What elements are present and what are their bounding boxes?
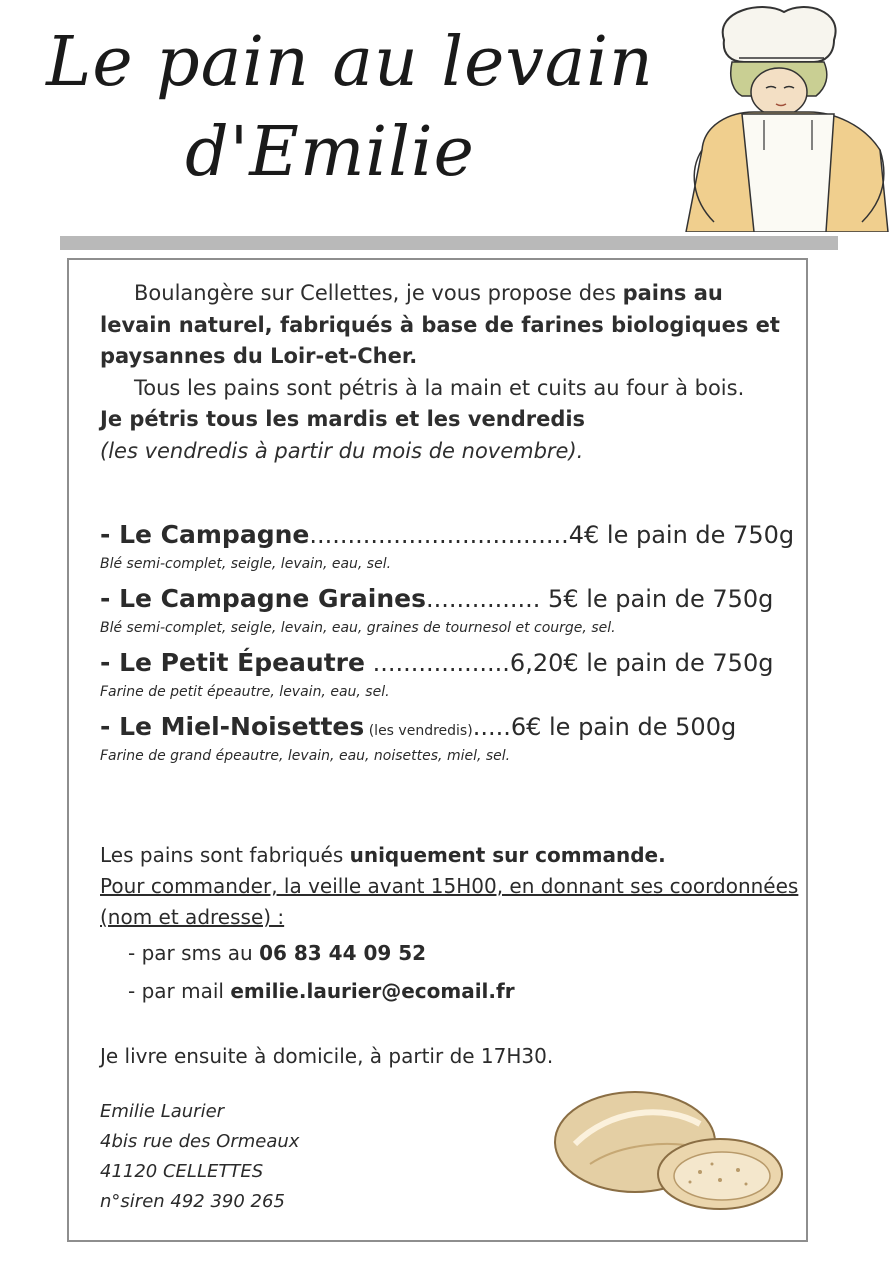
- contact-sms: [100, 933, 800, 973]
- title-line-1: Le pain au levain: [46, 23, 654, 102]
- intro-note: (les vendredis à partir du mois de novembre).: [100, 438, 584, 463]
- order-info: [100, 840, 800, 1011]
- product-price: 6€ le pain de 500g: [510, 713, 737, 741]
- title-line-2: d'Emilie: [185, 113, 475, 192]
- product-ingredients: Farine de petit épeautre, levain, eau, sel.: [100, 684, 390, 700]
- header-divider: [60, 236, 838, 250]
- intro-wood-oven: Tous les pains sont pétris à la main et cuits au four à bois.: [134, 375, 745, 400]
- intro-text: [100, 278, 800, 467]
- intro-paragraph: [100, 278, 800, 373]
- bread-illustration: [550, 1084, 790, 1214]
- delivery-info: Je livre ensuite à domicile, à partir de 17H30.: [100, 1044, 554, 1068]
- product-name: - Le Petit Épeautre: [100, 648, 365, 677]
- product-name: - Le Miel-Noisettes: [100, 712, 365, 741]
- address-name: Emilie Laurier: [100, 1101, 225, 1122]
- product-ingredients: Farine de grand épeautre, levain, eau, noisettes, miel, sel.: [100, 748, 511, 764]
- sms-label: - par sms au: [128, 941, 260, 965]
- address-siren: n°siren 492 390 265: [100, 1191, 285, 1212]
- intro-start: Boulangère sur Cellettes, je vous propose des: [134, 281, 623, 305]
- product-dots: ..................................: [309, 521, 569, 549]
- product-item: [100, 646, 800, 710]
- contact-mail: [100, 971, 800, 1011]
- product-price: 5€ le pain de 750g: [548, 585, 774, 613]
- product-dots: .....: [472, 713, 511, 741]
- order-bold: uniquement sur commande.: [349, 843, 666, 867]
- product-ingredients: Blé semi-complet, seigle, levain, eau, graines de tournesol et courge, sel.: [100, 620, 616, 636]
- order-instructions: Pour commander, la veille avant 15H00, en donnant ses coordonnées (nom et adresse) :: [100, 874, 799, 929]
- order-text: Les pains sont fabriqués: [100, 843, 350, 867]
- address-street: 4bis rue des Ormeaux: [100, 1131, 300, 1152]
- product-dots: ..................: [364, 649, 510, 677]
- product-item: [100, 518, 800, 582]
- email-address[interactable]: emilie.laurier@ecomail.fr: [230, 979, 515, 1003]
- address-block: [100, 1097, 299, 1217]
- intro-baking-days: Je pétris tous les mardis et les vendredis: [100, 407, 586, 431]
- product-dots: ...............: [425, 585, 549, 613]
- product-name: - Le Campagne Graines: [100, 584, 426, 613]
- product-price: 4€ le pain de 750g: [568, 521, 795, 549]
- page-title: [40, 18, 660, 198]
- product-price: 6,20€ le pain de 750g: [509, 649, 774, 677]
- order-only-line: [100, 840, 800, 871]
- intro-bold: pains au levain naturel, fabriqués à base de farines biologiques et paysannes du Loir-et-Cher.: [100, 281, 780, 368]
- address-city: 41120 CELLETTES: [100, 1161, 264, 1182]
- product-item: [100, 582, 800, 646]
- phone-number[interactable]: 06 83 44 09 52: [259, 941, 427, 965]
- product-ingredients: Blé semi-complet, seigle, levain, eau, sel.: [100, 556, 392, 572]
- mail-label: - par mail: [128, 979, 231, 1003]
- product-name: - Le Campagne: [100, 520, 310, 549]
- product-item: [100, 710, 800, 774]
- baker-illustration: [684, 0, 890, 232]
- product-list: [100, 518, 800, 774]
- product-note: (les vendredis): [364, 723, 473, 739]
